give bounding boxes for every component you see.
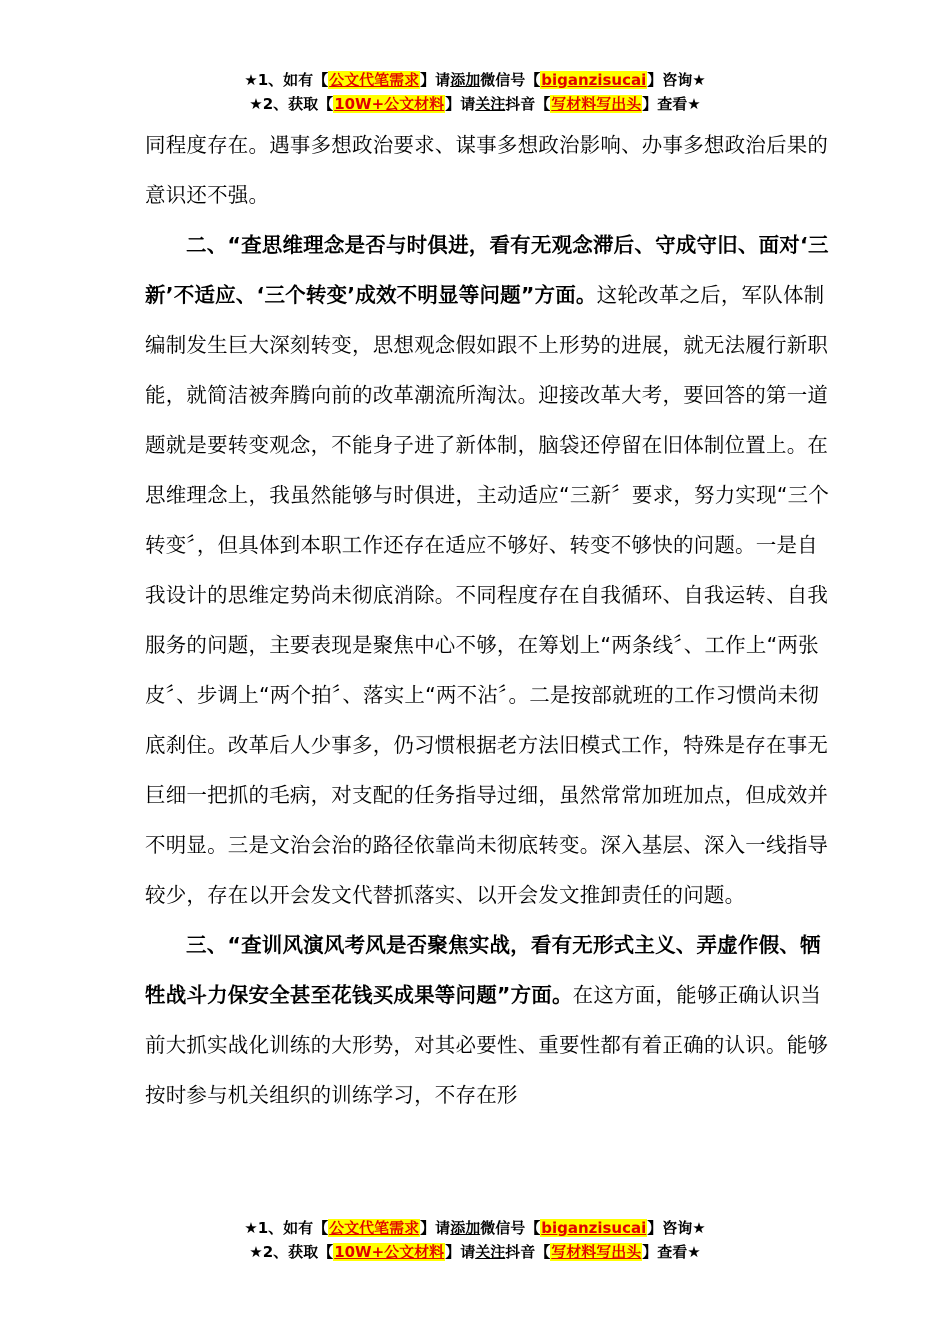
douyin-id-highlight: 写材料写出头 <box>551 95 642 113</box>
section-3-text: 在这方面，能够正确认识当前大抓实战化训练的大形势，对其必要性、重要性都有着正确的认识。能够按时参与机关组织的训练学习，不存在形 <box>145 983 829 1107</box>
section-2-text: 这轮改革之后，军队体制编制发生巨大深刻转变，思想观念假如跟不上形势的进展，就无法履行新职能，就简洁被奔腾向前的改革潮流所淘汰。迎接改革大考，要回答的第一道题就是要转变观念，不能身子进了新体制，脑袋还停留在旧体制位置上。在思维理念上，我虽然能够与时俱进，主动适应“三新〞要求，努力实现“三个转变〞，但具体到本职工作还存在适应不够好、转变不够快的问题。一是自我设计的思维定势尚未彻底消除。不同程度存在自我循环、自我运转、自我服务的问题，主要表现是聚焦中心不够，在筹划上“两条线〞、工作上“两张皮〞、步调上“两个拍〞、落实上“两不沾〞。二是按部就班的工作习惯尚未彻底刹住。改革后人少事多，仍习惯根据老方法旧模式工作，特殊是存在事无巨细一把抓的毛病，对支配的任务指导过细，虽然常常加班加点，但成效并不明显。三是文治会治的路径依靠尚未彻底转变。深入基层、深入一线指导较少，存在以开会发文代替抓落实、以开会发文推卸责任的问题。 <box>145 283 830 907</box>
header-line-1: ★1、如有【公文代笔需求】请添加微信号【biganzisucai】咨询★ <box>244 71 706 89</box>
footer-line-1: ★1、如有【公文代笔需求】请添加微信号【biganzisucai】咨询★ <box>244 1219 706 1237</box>
header-banner <box>0 68 950 116</box>
header-line-2: ★2、获取【10W+公文材料】请关注抖音【写材料写出头】查看★ <box>249 95 701 113</box>
service-highlight: 公文代笔需求 <box>329 71 420 89</box>
paragraph-continuation: 同程度存在。遇事多想政治要求、谋事多想政治影响、办事多想政治后果的意识还不强。 <box>145 133 829 207</box>
wechat-id-highlight: biganzisucai <box>541 71 647 89</box>
section-2-heading: 二、“查思维理念是否与时俱进，看有无观念滞后、守成守旧、面对‘三新’不适应、‘三个转变’成效不明显等问题”方面。 <box>145 233 829 307</box>
footer-line-2: ★2、获取【10W+公文材料】请关注抖音【写材料写出头】查看★ <box>249 1243 701 1261</box>
section-3-heading: 三、“查训风演风考风是否聚焦实战，看有无形式主义、弄虚作假、牺牲战斗力保安全甚至花钱买成果等问题”方面。 <box>145 933 821 1007</box>
service-highlight: 公文代笔需求 <box>329 1219 420 1237</box>
footer-banner <box>0 1216 950 1264</box>
wechat-id-highlight: biganzisucai <box>541 1219 647 1237</box>
paragraph-section-3 <box>145 920 835 1120</box>
document-body <box>145 120 835 1120</box>
douyin-id-highlight: 写材料写出头 <box>551 1243 642 1261</box>
materials-highlight: 10W+公文材料 <box>334 1243 445 1261</box>
paragraph-section-2 <box>145 220 835 920</box>
materials-highlight: 10W+公文材料 <box>334 95 445 113</box>
